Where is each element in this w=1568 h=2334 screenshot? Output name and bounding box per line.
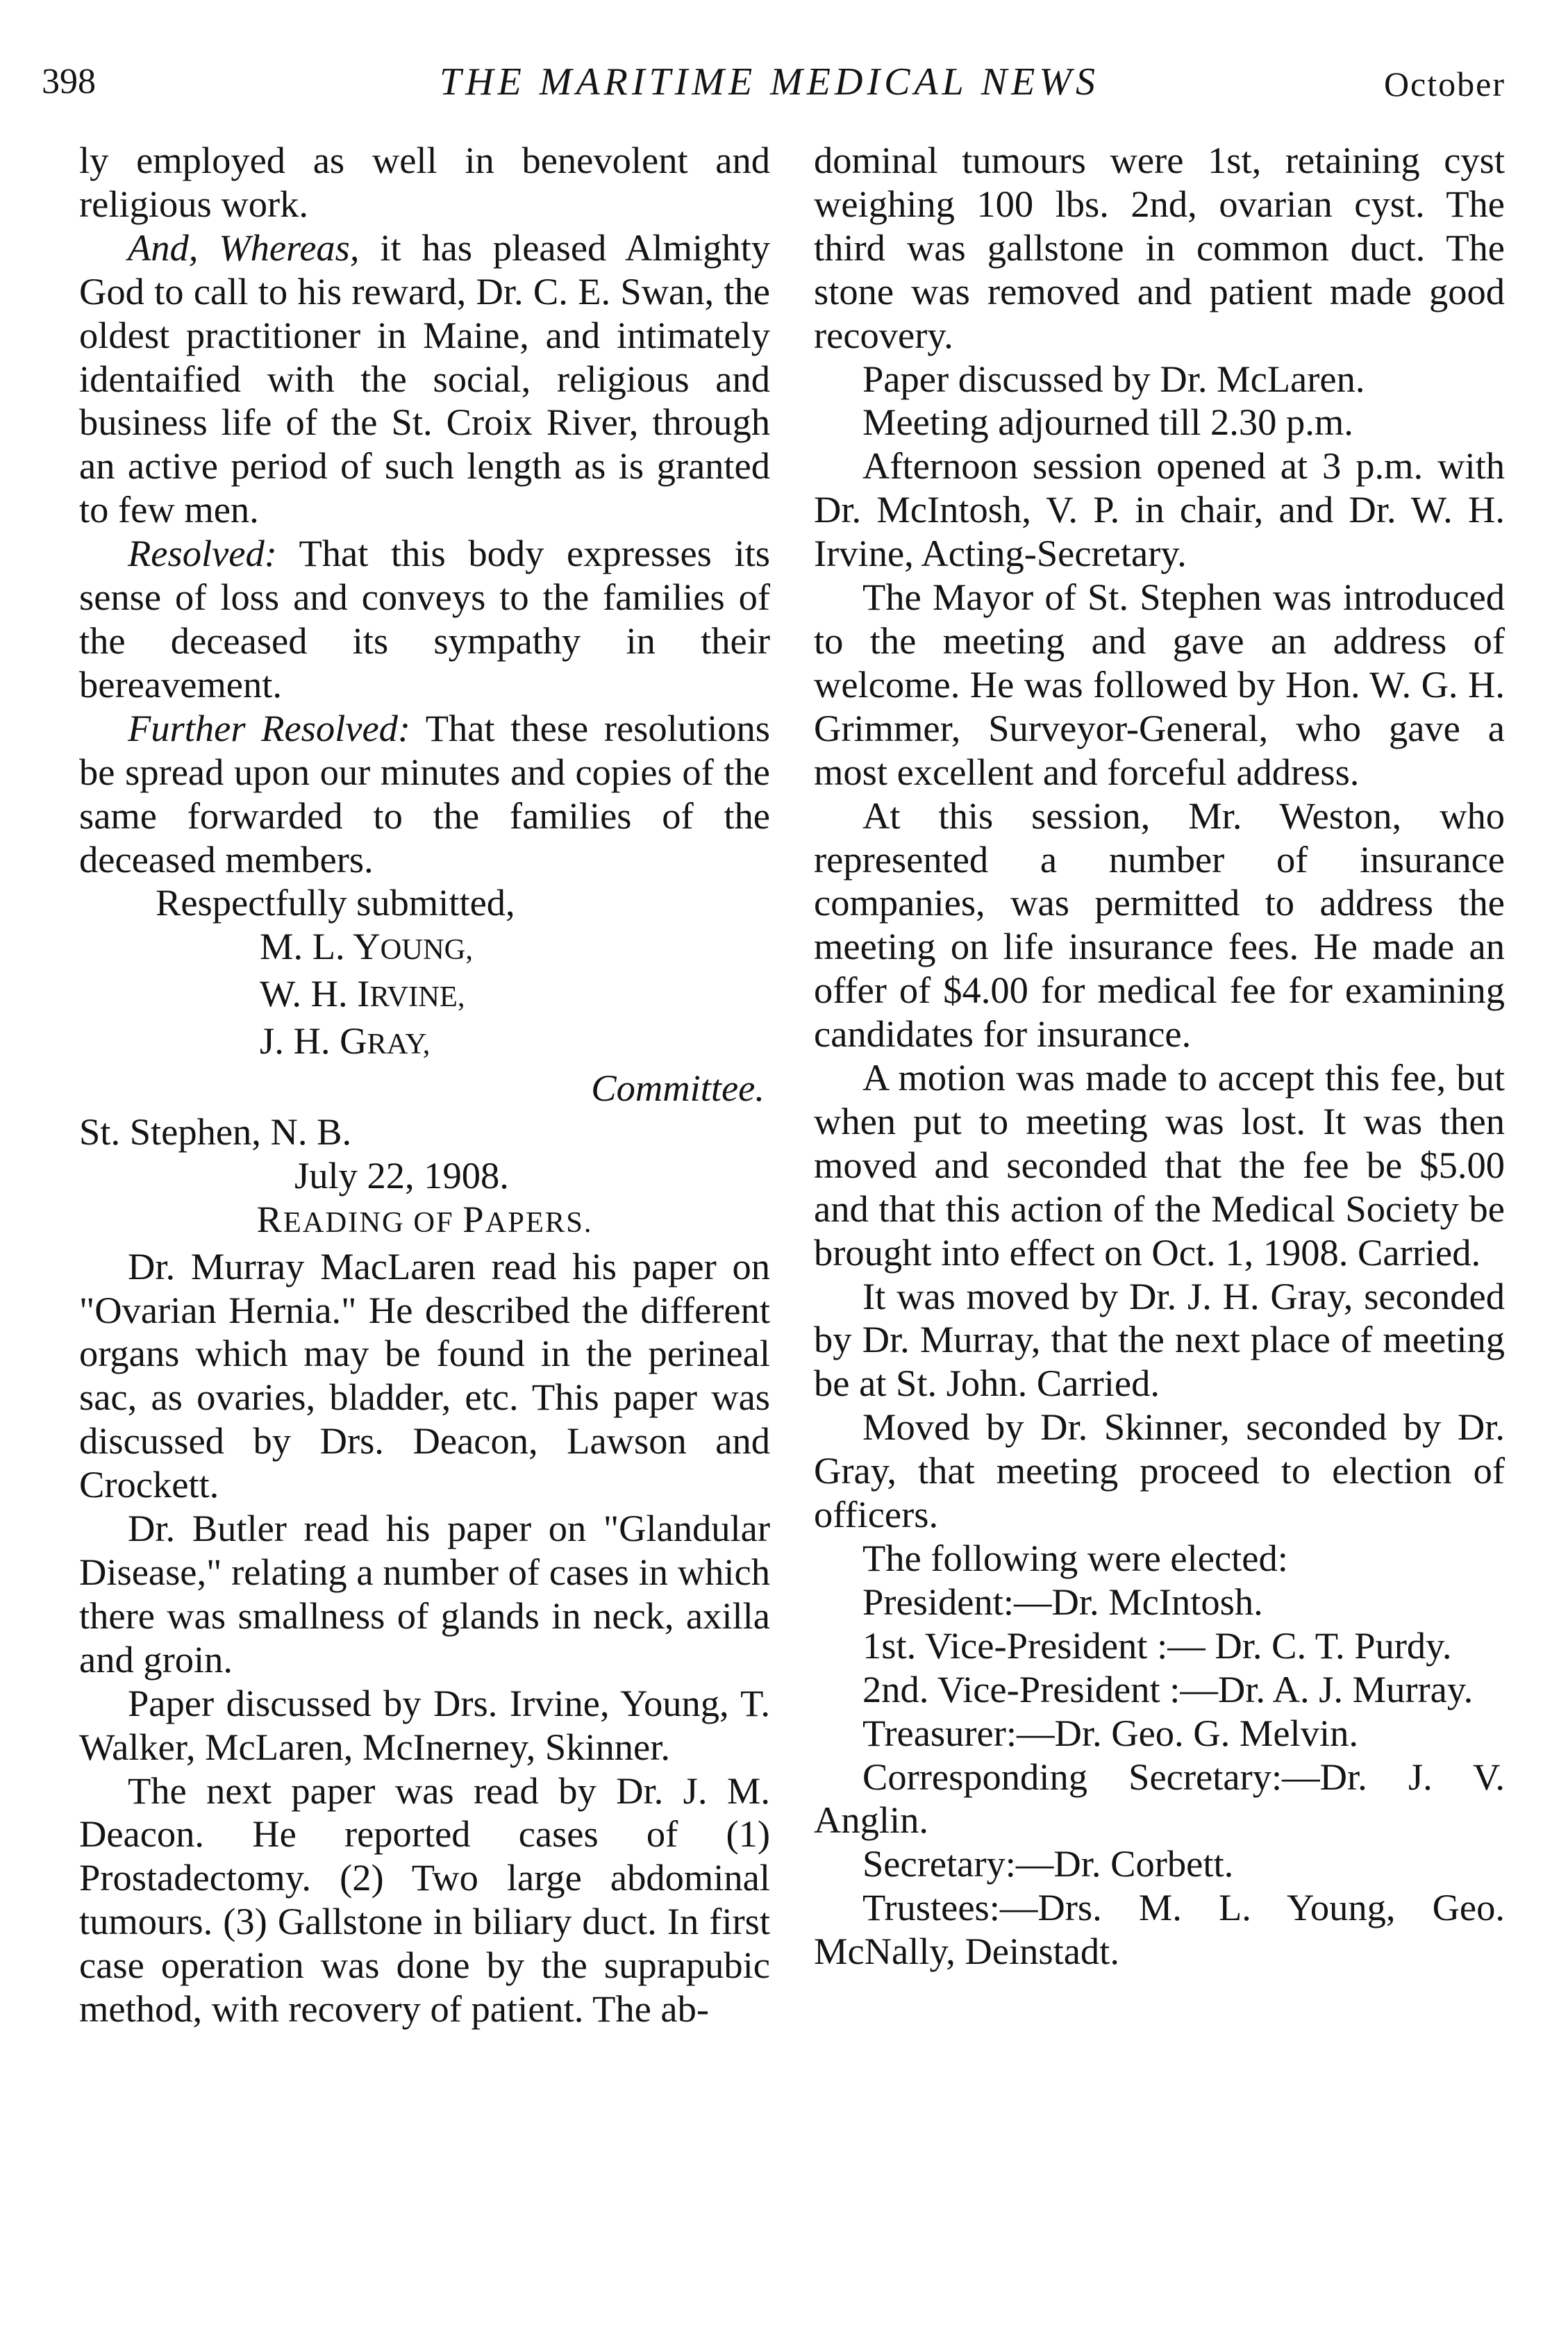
date-line: July 22, 1908. bbox=[294, 1153, 509, 1197]
signature-young: M. L. YOUNG, bbox=[260, 925, 473, 968]
running-header bbox=[33, 0, 1506, 104]
paragraph: Dr. Butler read his paper on "Glandular Disease," relating a number of cases in which there was smallness of glands in neck, axilla and groin. bbox=[79, 1507, 770, 1681]
closing-line: Respectfully submitted, bbox=[156, 881, 515, 924]
paragraph: dominal tumours were 1st, retaining cyst weighing 100 lbs. 2nd, ovarian cyst. The third was gallstone in common duct. The stone was removed and patient made good recovery. bbox=[814, 139, 1505, 356]
paragraph: It was moved by Dr. J. H. Gray, seconded by Dr. Murray, that the next place of meeting be at St. John. Carried. bbox=[814, 1274, 1505, 1405]
paragraph: At this session, Mr. Weston, who represented a number of insurance companies, was permitted to address the meeting on life insurance fees. He made an offer of $4.00 for medical fee for examining candidates for insurance. bbox=[814, 794, 1505, 1056]
paragraph: Paper discussed by Dr. McLaren. bbox=[862, 357, 1365, 400]
lead-phrase: Resolved: bbox=[128, 532, 277, 575]
officer-secretary: Secretary:—Dr. Corbett. bbox=[862, 1842, 1234, 1885]
officer-treasurer: Treasurer:—Dr. Geo. G. Melvin. bbox=[862, 1711, 1358, 1754]
paragraph: Meeting adjourned till 2.30 p.m. bbox=[862, 401, 1353, 444]
paragraph-text: That these resolutions be spread upon our minutes and copies of the same forwarded to the families of the deceased members. bbox=[79, 706, 770, 881]
officer-first-vice-president: 1st. Vice-President :— Dr. C. T. Purdy. bbox=[862, 1624, 1452, 1667]
paragraph-text: it has pleased Almighty God to call to his reward, Dr. C. E. Swan, the oldest practitioner in Maine, and intimately identaified with the social, religious and business life of the St. Croix River, through an active period of such length as is granted to few men. bbox=[79, 226, 770, 531]
paragraph-further-resolved bbox=[79, 707, 770, 882]
paragraph: ly employed as well in benevolent and religious work. bbox=[79, 139, 770, 225]
paragraph: Paper discussed by Drs. Irvine, Young, T. Walker, McLaren, McInerney, Skinner. bbox=[79, 1681, 770, 1768]
paragraph: Moved by Dr. Skinner, seconded by Dr. Gray, that meeting proceed to election of officers. bbox=[814, 1406, 1505, 1536]
paragraph-whereas bbox=[79, 226, 770, 532]
committee-label: Committee. bbox=[591, 1067, 765, 1110]
lead-phrase: And, Whereas, bbox=[128, 226, 360, 269]
left-column bbox=[79, 139, 770, 2031]
signature-gray: J. H. GRAY, bbox=[260, 1019, 431, 1062]
paragraph-text: That this body expresses its sense of loss and conveys to the families of the deceased its sympathy in their bereavement. bbox=[79, 532, 770, 706]
issue-month: October bbox=[1383, 65, 1506, 103]
officer-trustees: Trustees:—Drs. M. L. Young, Geo. McNally, Deinstadt. bbox=[814, 1886, 1505, 1973]
page-number: 398 bbox=[42, 62, 96, 101]
journal-title: THE MARITIME MEDICAL NEWS bbox=[440, 60, 1099, 103]
officer-president: President:—Dr. McIntosh. bbox=[862, 1580, 1263, 1623]
paragraph-resolved bbox=[79, 532, 770, 707]
section-heading: READING OF PAPERS. bbox=[256, 1197, 593, 1240]
officer-corresponding-secretary: Corresponding Secretary:—Dr. J. V. Anglin. bbox=[814, 1755, 1505, 1842]
paragraph: A motion was made to accept this fee, but when put to meeting was lost. It was then moved and seconded that the fee be $5.00 and that this action of the Medical Society be brought into effect on Oct. 1, 1908. Carried. bbox=[814, 1056, 1505, 1274]
officer-second-vice-president: 2nd. Vice-President :—Dr. A. J. Murray. bbox=[862, 1667, 1474, 1710]
place-line: St. Stephen, N. B. bbox=[79, 1110, 352, 1153]
paragraph: Afternoon session opened at 3 p.m. with Dr. McIntosh, V. P. in chair, and Dr. W. H. Irvine, Acting-Secretary. bbox=[814, 444, 1505, 575]
paragraph: The Mayor of St. Stephen was introduced to the meeting and gave an address of welcome. He was followed by Hon. W. G. H. Grimmer, Surveyor-General, who gave a most excellent and forceful address. bbox=[814, 576, 1505, 793]
right-column bbox=[814, 139, 1505, 1974]
signature-irvine: W. H. IRVINE, bbox=[260, 972, 465, 1015]
paragraph: The next paper was read by Dr. J. M. Deacon. He reported cases of (1) Prostadectomy. (2) Two large abdominal tumours. (3) Gallstone in biliary duct. In first case operation was done by the suprapubic method, with recovery of patient. The ab- bbox=[79, 1769, 770, 2031]
lead-phrase: Further Resolved: bbox=[128, 706, 411, 749]
paragraph: Dr. Murray MacLaren read his paper on "Ovarian Hernia." He described the different organs which may be found in the perineal sac, as ovaries, bladder, etc. This paper was discussed by Drs. Deacon, Lawson and Crockett. bbox=[79, 1244, 770, 1506]
paragraph: The following were elected: bbox=[862, 1537, 1288, 1579]
